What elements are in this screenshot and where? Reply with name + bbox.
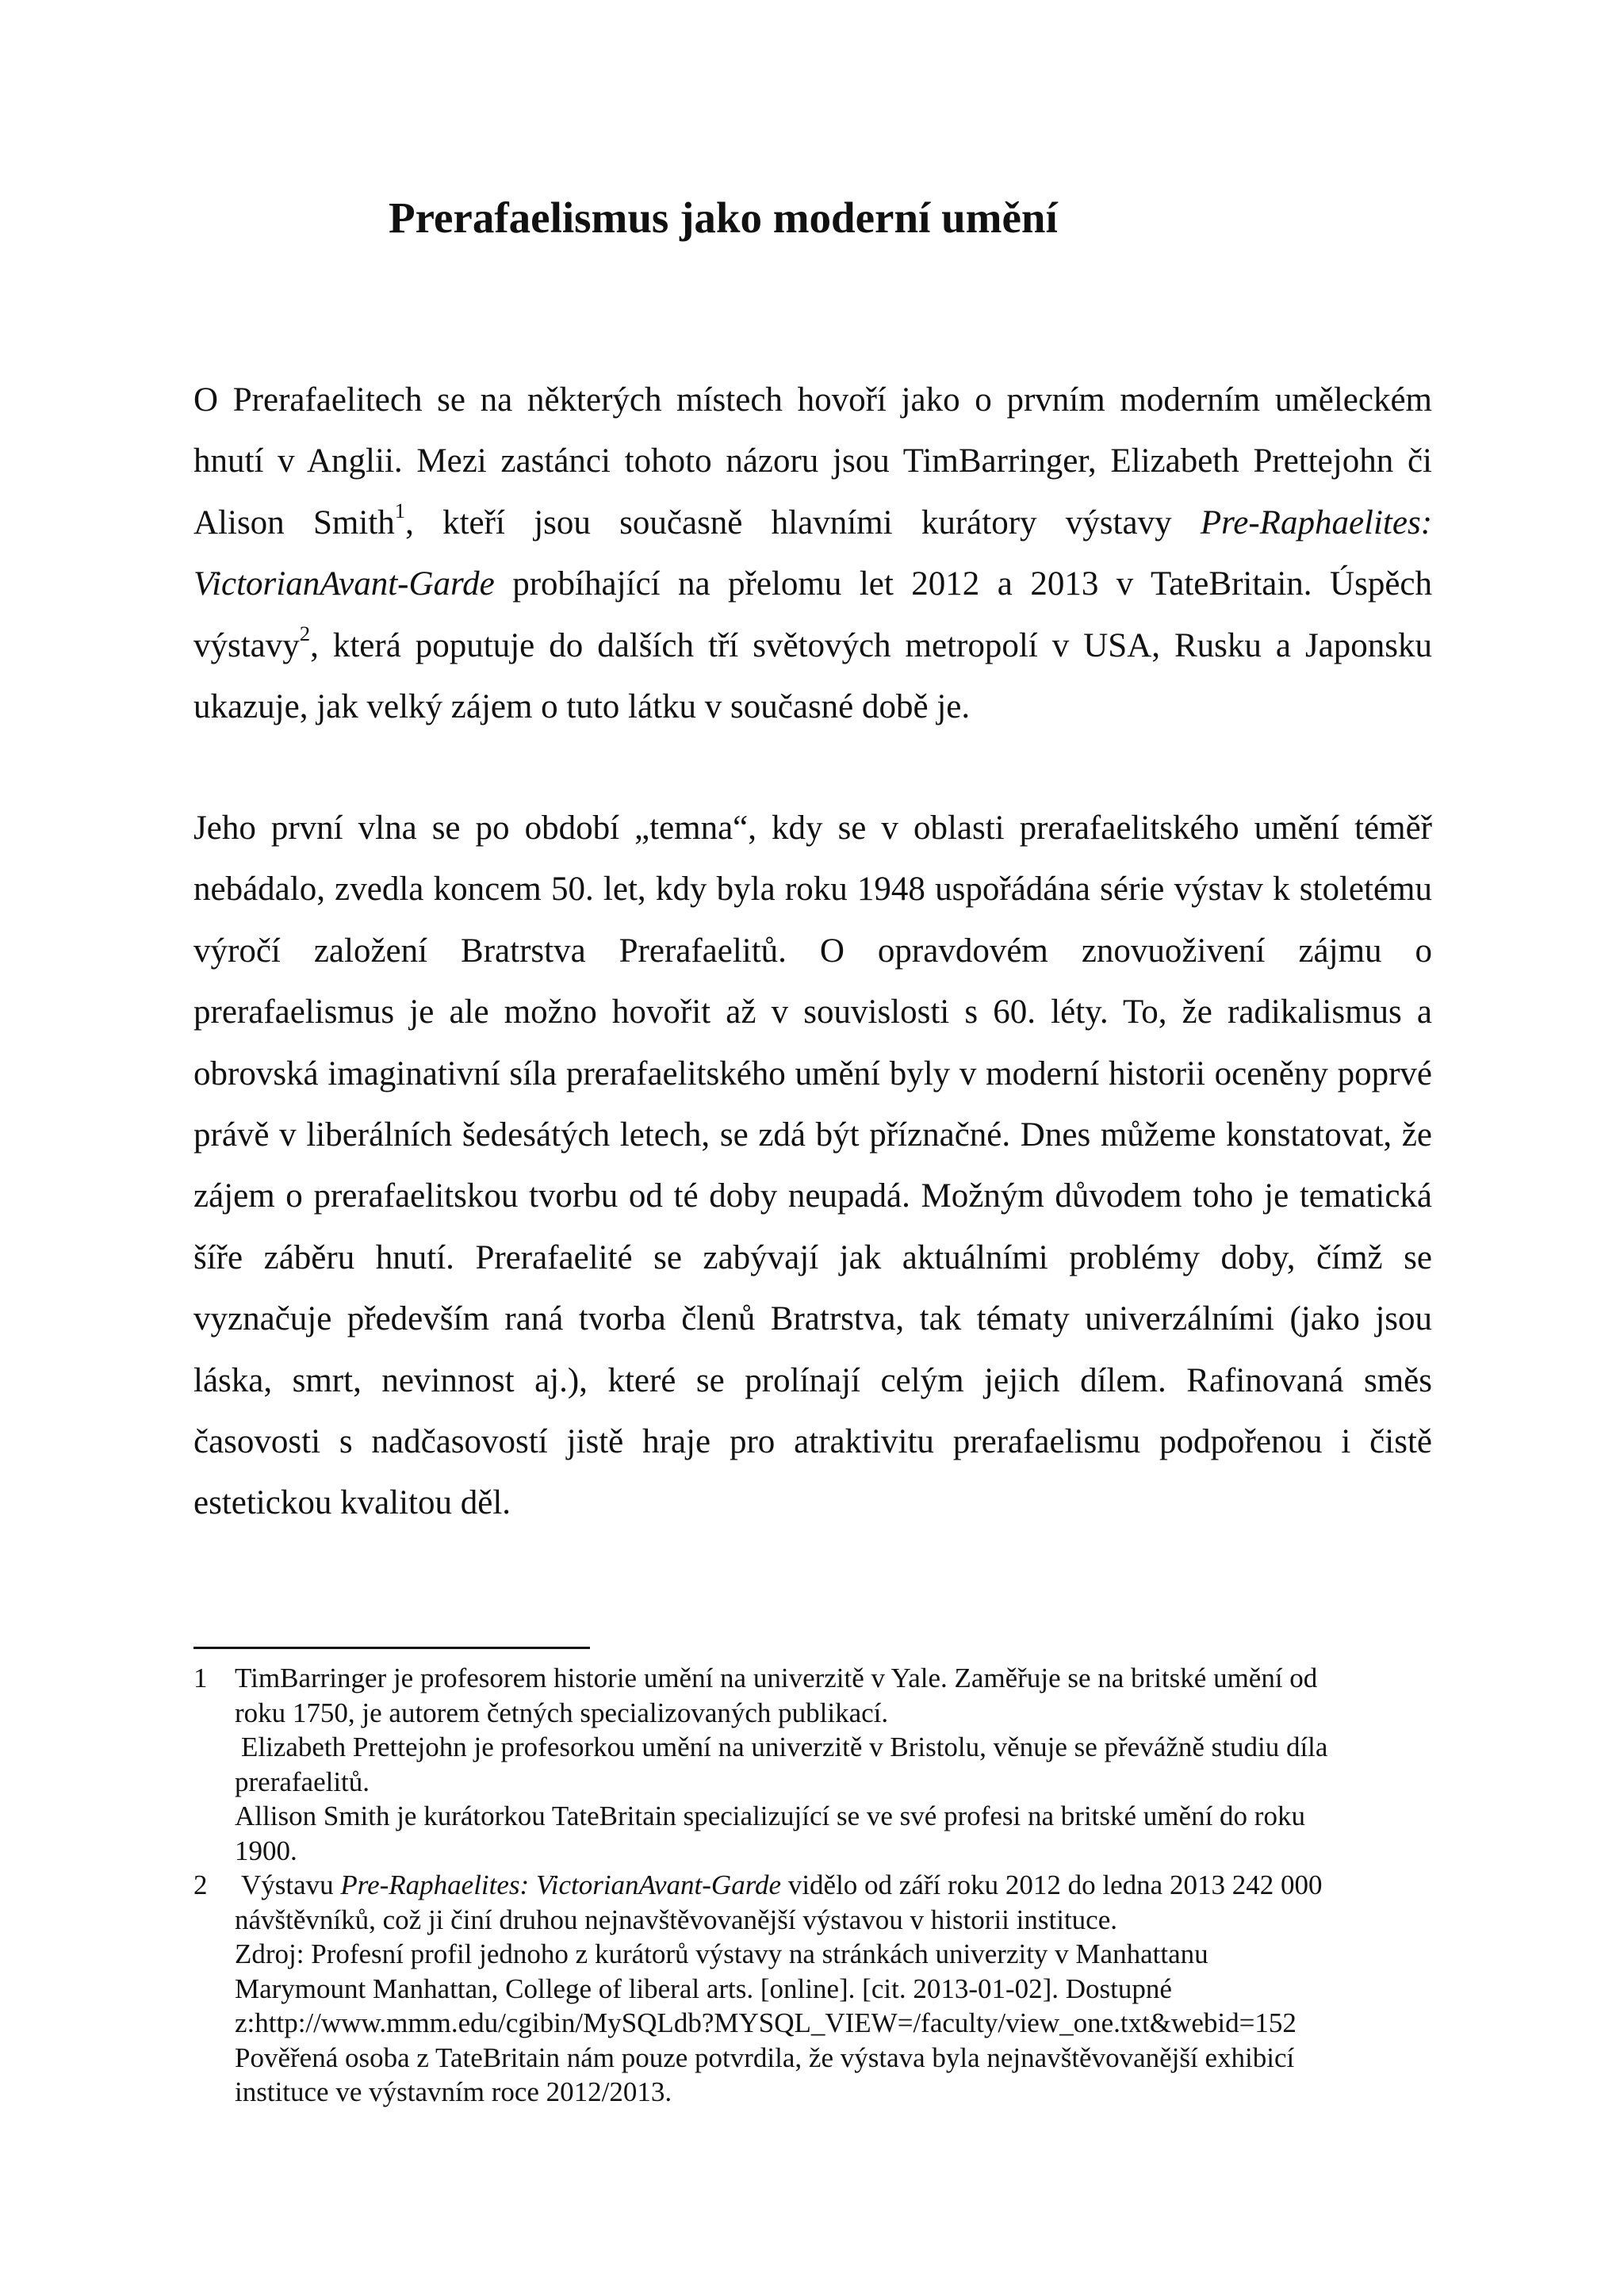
page-title: Prerafaelismus jako moderní umění	[389, 193, 1058, 242]
footnote-line: 1900.	[235, 1835, 297, 1866]
footnote-line: instituce ve výstavním roce 2012/2013.	[235, 2076, 672, 2107]
footnote-text: vidělo od září roku 2012 do ledna 2013 242 000	[781, 1869, 1323, 1900]
footnote-line: Allison Smith je kurátorkou TateBritain specializující se ve své profesi na britské umění do roku	[235, 1800, 1305, 1831]
footnote-text: Výstavu	[241, 1869, 341, 1900]
footnote-line: Marymount Manhattan, College of liberal arts. [online]. [cit. 2013-01-02]. Dostupné	[235, 1973, 1172, 2004]
footnote-line: roku 1750, je autorem četných specializovaných publikací.	[235, 1697, 889, 1728]
paragraph-1-text-d: , která poputuje do dalších tří světových metropolí v USA, Rusku a Japonsku ukazuje, jak velký zájem o tuto látku v současné době je.	[193, 626, 1432, 726]
footnote-number: 1	[193, 1663, 208, 1693]
footnote-url[interactable]: z:http://www.mmm.edu/cgibin/MySQLdb?MYSQL_VIEW=/faculty/view_one.txt&webid=152	[235, 2007, 1297, 2038]
footnote-line: TimBarringer je profesorem historie umění na univerzitě v Yale. Zaměřuje se na britské umění od	[235, 1663, 1318, 1693]
footnote-line: prerafaelitů.	[235, 1766, 370, 1797]
footnote-line: Pověřená osoba z TateBritain nám pouze potvrdila, že výstava byla nejnavštěvovanější exhibicí	[235, 2042, 1295, 2073]
paragraph-1	[193, 369, 1432, 737]
paragraph-1-text-c: probíhající na přelomu let 2012 a 2013 v TateBritain. Úspěch výstavy	[193, 565, 1432, 664]
paragraph-1-text-a: O Prerafaelitech se na některých místech hovoří jako o prvním moderním uměleckém hnutí v Anglii. Mezi zastánci tohoto názoru jsou TimBarringer, Elizabeth Prettejohn či Alison Smith	[193, 381, 1432, 541]
footnote-line	[235, 1868, 1431, 1903]
footnote-exhibition-title: Pre-Raphaelites: VictorianAvant-Garde	[340, 1869, 782, 1900]
footnote-line: Elizabeth Prettejohn je profesorkou umění na univerzitě v Bristolu, věnuje se převážně studiu díla	[241, 1732, 1328, 1762]
footnote-ref-2[interactable]: 2	[299, 621, 311, 645]
footnote-ref-1[interactable]: 1	[394, 498, 406, 522]
footnote-1	[193, 1661, 1431, 1868]
paragraph-1-text-b: , kteří jsou současně hlavními kurátory výstavy	[405, 503, 1201, 541]
footnote-separator	[193, 1647, 590, 1649]
footnote-line: návštěvníků, což ji činí druhou nejnavštěvovanější výstavou v historii instituce.	[235, 1904, 1117, 1935]
footnote-number: 2	[193, 1869, 208, 1900]
footnotes	[193, 1661, 1431, 2110]
paragraph-2: Jeho první vlna se po období „temna“, kdy se v oblasti prerafaelitského umění téměř nebádalo, zvedla koncem 50. let, kdy byla roku 1948 uspořádána série výstav k stoletému výročí založení Bratrstva Prerafaelitů. O opravdovém znovuoživení zájmu o prerafaelismus je ale možno hovořit až v souvislosti s 60. léty. To, že radikalismus a obrovská imaginativní síla prerafaelitského umění byly v moderní historii oceněny poprvé právě v liberálních šedesátých letech, se zdá být příznačné. Dnes můžeme konstatovat, že zájem o prerafaelitskou tvorbu od té doby neupadá. Možným důvodem toho je tematická šíře záběru hnutí. Prerafaelité se zabývají jak aktuálními problémy doby, čímž se vyznačuje především raná tvorba členů Bratrstva, tak tématy univerzálními (jako jsou láska, smrt, nevinnost aj.), které se prolínají celým jejich dílem. Rafinovaná směs časovosti s nadčasovostí jistě hraje pro atraktivitu prerafaelismu podpořenou i čistě estetickou kvalitou děl.	[193, 809, 1432, 1522]
exhibition-title: Pre-Raphaelites: VictorianAvant-Garde	[193, 503, 1433, 603]
footnote-line: Zdroj: Profesní profil jednoho z kurátorů výstavy na stránkách univerzity v Manhattanu	[235, 1938, 1208, 1969]
footnote-2	[193, 1868, 1431, 2110]
